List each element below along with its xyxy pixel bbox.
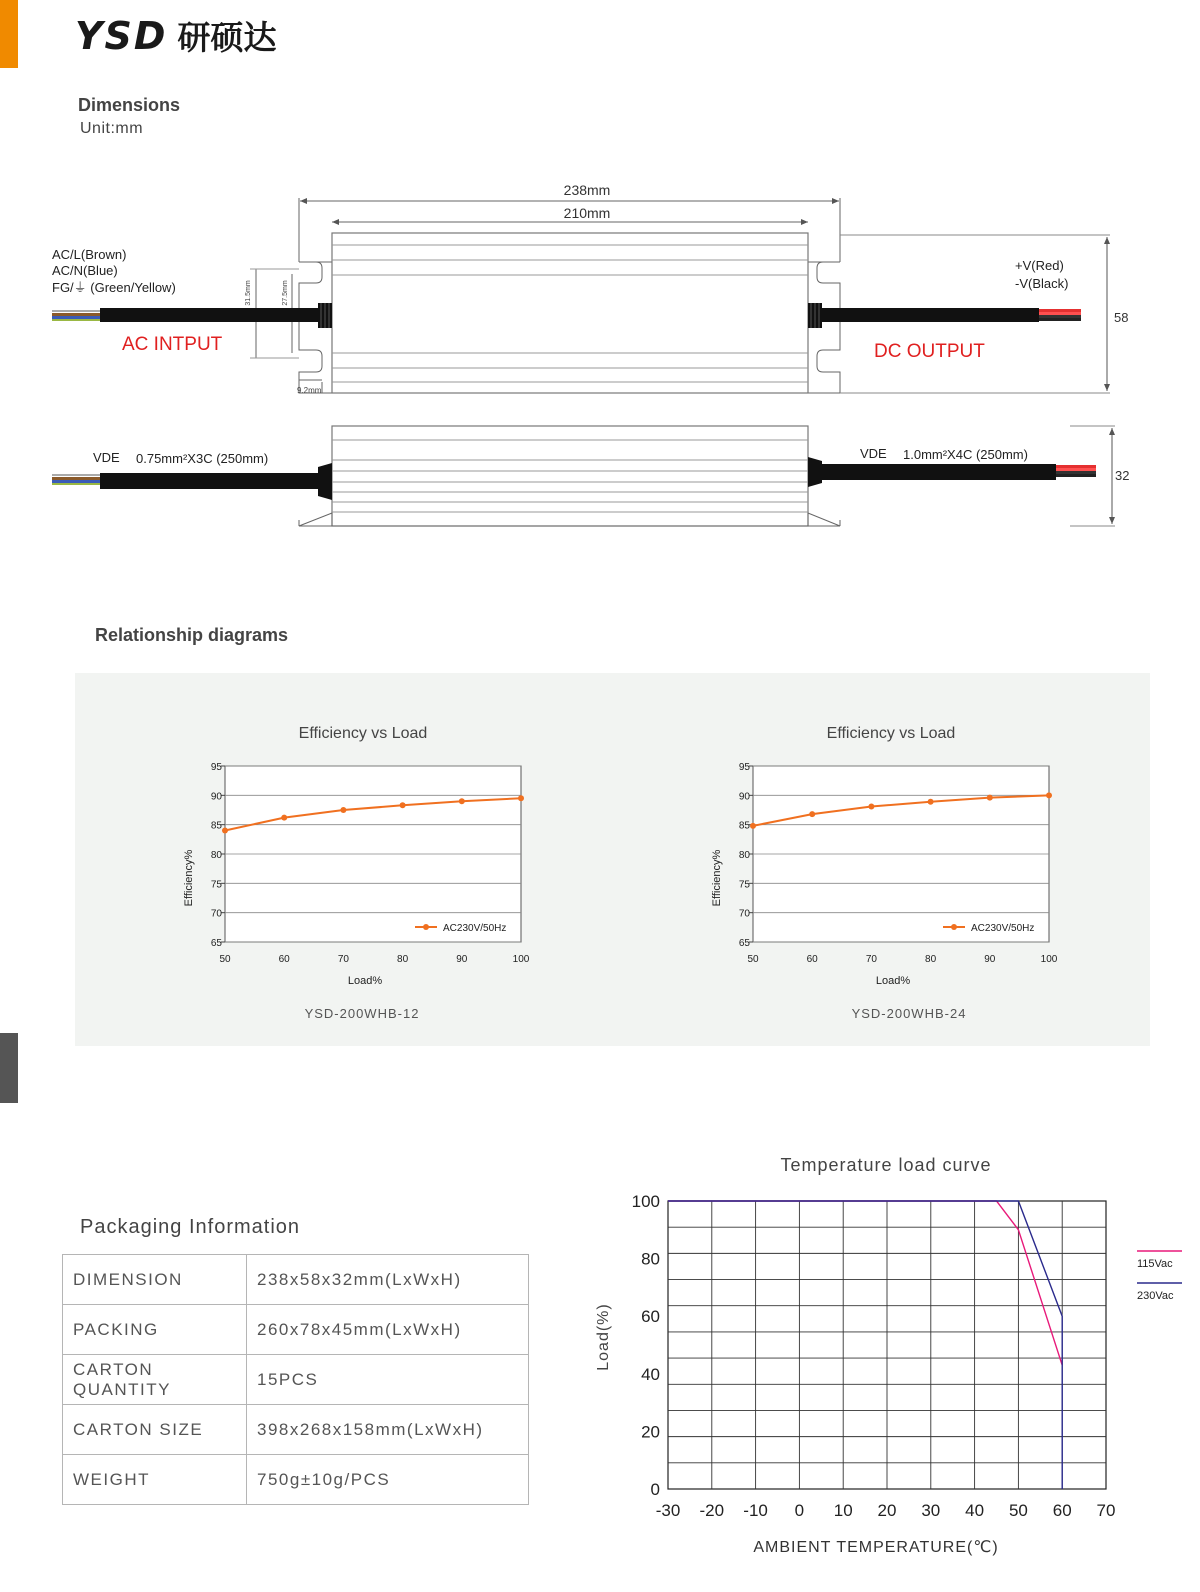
legend-marker <box>951 924 957 930</box>
x-tick-label: 10 <box>833 1501 853 1520</box>
packaging-table <box>62 1254 529 1505</box>
brand-logo <box>75 12 276 59</box>
data-point <box>281 815 287 821</box>
ac-cable-spec: 0.75mm²X3C (250mm) <box>136 451 269 466</box>
series-line-230vac <box>668 1201 1062 1489</box>
accent-tab-top <box>0 0 18 68</box>
relationship-title: Relationship diagrams <box>95 625 289 645</box>
y-tick-label: 20 <box>641 1422 660 1442</box>
brand-logo-chinese: 研硕达 <box>177 18 277 57</box>
packaging-key: CARTON QUANTITY <box>63 1355 247 1405</box>
y-tick-label: 65 <box>738 938 750 949</box>
efficiency-chart-24 <box>703 710 1083 1030</box>
y-tick-label: 80 <box>210 850 222 861</box>
brand-logo-latin: YSD <box>75 14 168 58</box>
packaging-key: WEIGHT <box>63 1455 247 1505</box>
y-axis-label: Load(%) <box>595 1303 612 1371</box>
x-tick-label: -20 <box>699 1501 725 1520</box>
x-tick-label: 30 <box>921 1501 941 1520</box>
x-tick-label: 50 <box>747 954 759 965</box>
x-tick-label: 20 <box>877 1501 897 1520</box>
dc-output-label: DC OUTPUT <box>874 341 985 362</box>
chart-title: Efficiency vs Load <box>826 725 956 742</box>
data-point <box>400 802 406 808</box>
data-point <box>459 798 465 804</box>
data-point <box>222 828 228 834</box>
chart-model: YSD-200WHB-12 <box>304 1006 420 1021</box>
dc-wire-pos: +V(Red) <box>1015 258 1064 273</box>
x-tick-label: -30 <box>655 1501 681 1520</box>
dimensions-title: Dimensions <box>78 95 181 115</box>
packaging-value: 238x58x32mm(LxWxH) <box>247 1255 529 1305</box>
packaging-value: 398x268x158mm(LxWxH) <box>247 1405 529 1455</box>
ac-cable-brand: VDE <box>93 450 120 465</box>
data-point <box>518 795 524 801</box>
y-tick-label: 100 <box>631 1192 660 1211</box>
packaging-value: 750g±10g/PCS <box>247 1455 529 1505</box>
y-tick-label: 95 <box>738 762 750 773</box>
mount-inner-label: 27.5mm <box>282 280 289 306</box>
x-tick-label: -10 <box>743 1501 768 1520</box>
packaging-value: 260x78x45mm(LxWxH) <box>247 1305 529 1355</box>
x-tick-label: 50 <box>1008 1501 1028 1520</box>
data-point <box>750 823 756 829</box>
x-tick-label: 70 <box>1096 1501 1116 1520</box>
x-tick-label: 50 <box>219 954 231 965</box>
x-tick-label: 70 <box>337 954 349 965</box>
packaging-title: Packaging Information <box>80 1216 301 1238</box>
y-tick-label: 0 <box>650 1480 660 1499</box>
x-axis-label: Load% <box>875 975 911 987</box>
legend-label: AC230V/50Hz <box>443 923 507 934</box>
y-tick-label: 75 <box>738 879 750 891</box>
legend-label: AC230V/50Hz <box>971 923 1035 934</box>
y-tick-label: 40 <box>641 1364 660 1384</box>
chart-title: Temperature load curve <box>780 1155 992 1175</box>
packaging-value: 15PCS <box>247 1355 529 1405</box>
x-tick-label: 60 <box>1052 1501 1072 1520</box>
chart-model: YSD-200WHB-24 <box>851 1006 967 1021</box>
dc-cable-spec: 1.0mm²X4C (250mm) <box>903 447 1028 462</box>
packaging-key: DIMENSION <box>63 1255 247 1305</box>
y-tick-label: 85 <box>738 820 750 832</box>
x-tick-label: 80 <box>397 954 409 965</box>
y-tick-label: 65 <box>210 938 222 949</box>
data-point <box>928 799 934 805</box>
overall-length-label: 238mm <box>563 182 611 198</box>
legend-marker <box>423 924 429 930</box>
body-length-label: 210mm <box>563 205 611 221</box>
mount-outer-label: 31.5mm <box>245 280 252 306</box>
y-tick-label: 85 <box>210 820 222 832</box>
packaging-key: CARTON SIZE <box>63 1405 247 1455</box>
packaging-key: PACKING <box>63 1305 247 1355</box>
data-point <box>868 803 874 809</box>
series-line-115vac <box>668 1201 1062 1365</box>
ac-wire-l: AC/L(Brown) <box>52 247 127 262</box>
table-row <box>63 1355 529 1405</box>
slot-width-label: 9.2mm <box>297 386 322 395</box>
x-tick-label: 0 <box>794 1501 805 1520</box>
ac-input-label: AC INTPUT <box>122 334 223 355</box>
x-axis-label: AMBIENT TEMPERATURE(℃) <box>753 1539 999 1556</box>
dimensions-unit: Unit:mm <box>80 120 144 137</box>
x-tick-label: 60 <box>806 954 818 965</box>
x-tick-label: 40 <box>965 1501 985 1520</box>
thickness-label: 32 <box>1115 468 1130 483</box>
x-tick-label: 100 <box>1040 954 1058 965</box>
data-point <box>987 795 993 801</box>
table-row <box>63 1305 529 1355</box>
x-tick-label: 80 <box>925 954 937 965</box>
table-row <box>63 1455 529 1505</box>
dc-cable-brand: VDE <box>860 446 887 461</box>
data-point <box>340 807 346 813</box>
x-tick-label: 90 <box>456 954 468 965</box>
y-tick-label: 60 <box>641 1307 660 1327</box>
y-tick-label: 70 <box>210 908 222 920</box>
x-axis-label: Load% <box>347 975 383 987</box>
y-tick-label: 80 <box>641 1249 660 1269</box>
y-tick-label: 80 <box>738 850 750 861</box>
y-axis-label: Efficiency% <box>711 849 723 907</box>
x-tick-label: 70 <box>865 954 877 965</box>
table-row <box>63 1255 529 1305</box>
x-tick-label: 90 <box>984 954 996 965</box>
y-tick-label: 75 <box>210 879 222 891</box>
data-point <box>1046 792 1052 798</box>
data-point <box>809 811 815 817</box>
x-tick-label: 60 <box>278 954 290 965</box>
x-tick-label: 100 <box>512 954 530 965</box>
chart-title: Efficiency vs Load <box>298 725 428 742</box>
y-tick-label: 90 <box>738 791 750 803</box>
dc-wire-neg: -V(Black) <box>1015 276 1069 291</box>
dimension-drawing <box>0 160 1200 540</box>
table-row <box>63 1405 529 1455</box>
ac-wire-n: AC/N(Blue) <box>52 263 118 278</box>
efficiency-chart-12 <box>175 710 555 1030</box>
y-axis-label: Efficiency% <box>183 849 195 907</box>
y-tick-label: 90 <box>210 791 222 803</box>
temperature-load-chart <box>580 1145 1190 1585</box>
accent-tab-side <box>0 1033 18 1103</box>
ac-wire-fg: FG/⏚ (Green/Yellow) <box>52 280 176 295</box>
y-tick-label: 70 <box>738 908 750 920</box>
legend-label: 115Vac <box>1137 1258 1173 1270</box>
y-tick-label: 95 <box>210 762 222 773</box>
legend-label: 230Vac <box>1137 1290 1174 1302</box>
height-label: 58 <box>1114 310 1129 325</box>
